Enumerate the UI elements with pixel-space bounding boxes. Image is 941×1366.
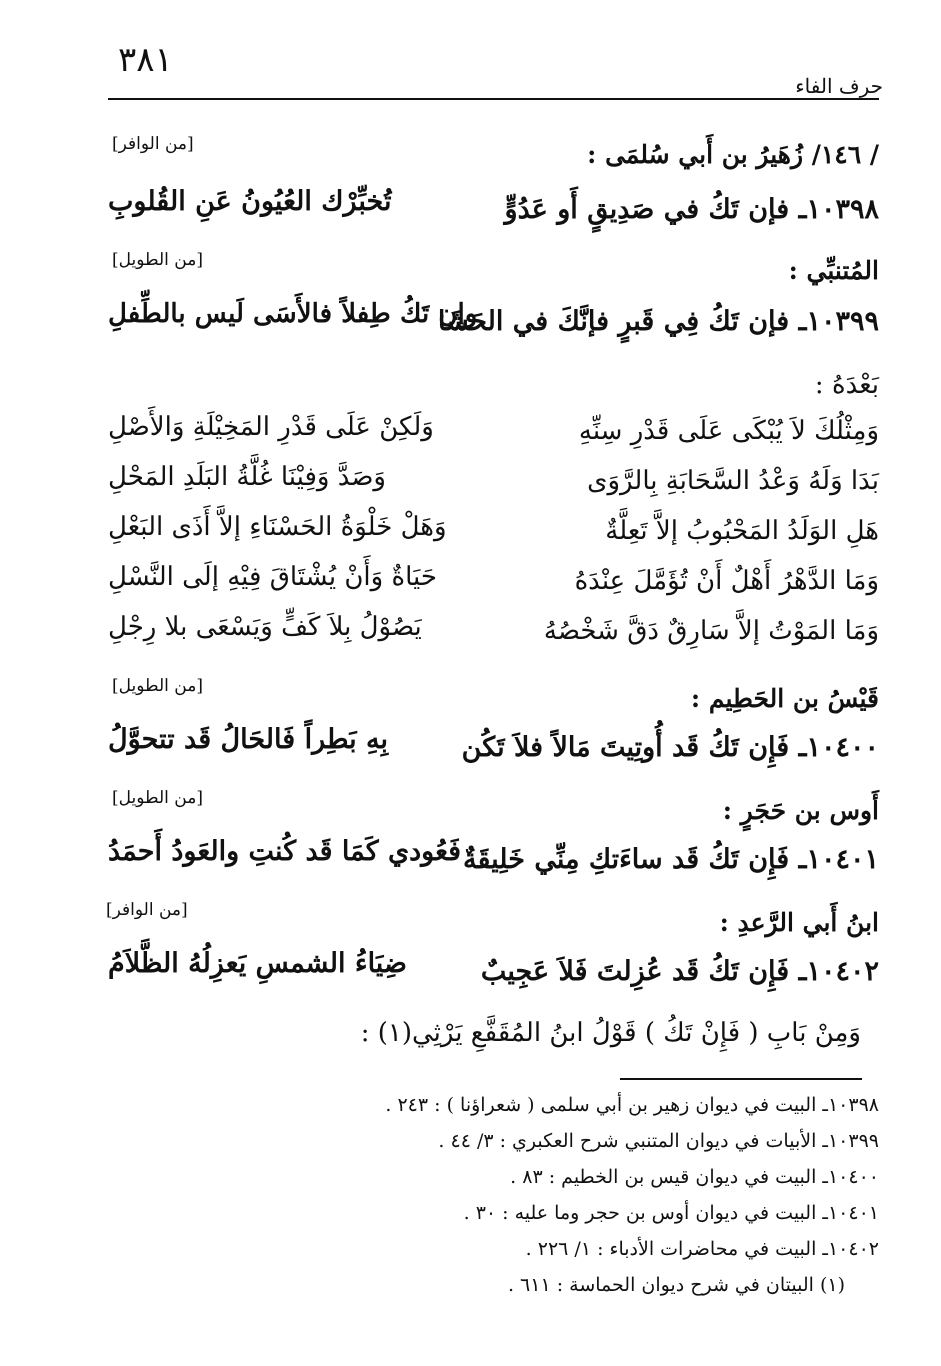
meter-label: [من الوافر] (106, 900, 188, 920)
verse-right-hemistich: ١٠٣٩٨ـ فإن تَكُ في صَدِيقٍ أَو عَدُوٍّ (504, 194, 879, 225)
speaker-line: بَعْدَهُ : (814, 370, 879, 400)
verse-left-hemistich: وإن تَكُ طِفلاً فالأَسَى لَيس بالطِّفلِ (108, 298, 478, 329)
footnote: ١٠٤٠٢ـ البيت في محاضرات الأدباء : ١/ ٢٢٦ . (525, 1238, 879, 1260)
meter-label: [من الوافر] (112, 134, 194, 154)
verse-left-hemistich: وَصَدَّ وَفِيْنَا غُلَّةُ البَلَدِ المَحْلِ (108, 462, 386, 492)
speaker-line: ابنُ أَبي الرَّعدِ : (719, 908, 879, 937)
header-rule (108, 98, 879, 100)
speaker-line: / ١٤٦/ زُهَيرُ بن أَبي سُلمَى : (587, 140, 879, 169)
footnote: ١٠٣٩٨ـ البيت في ديوان زهير بن أبي سلمى ( شعراؤنا ) : ٢٤٣ . (385, 1094, 879, 1116)
verse-left-hemistich: حَيَاةٌ وَأَنْ يُشْتَاقَ فِيْهِ إلَى النَّسْلِ (108, 562, 437, 592)
closing-line: وَمِنْ بَابِ ( فَإِنْ تَكُ ) قَوْلُ ابنُ المُقَفَّعِ يَرْثِي(١) : (360, 1018, 861, 1048)
verse-right-hemistich: ١٠٤٠١ـ فَإِن تَكُ قَد ساءَتكِ مِنِّي خَلِيقَةٌ (463, 844, 879, 875)
speaker-line: أَوس بن حَجَرٍ : (722, 796, 879, 825)
meter-label: [من الطويل] (112, 676, 203, 696)
verse-left-hemistich: تُخبِّرْك العُيُونُ عَنِ القُلوبِ (108, 186, 392, 217)
footnote: ١٠٤٠١ـ البيت في ديوان أوس بن حجر وما عليه : ٣٠ . (463, 1202, 879, 1224)
verse-right-hemistich: ١٠٤٠٠ـ فَإِن تَكُ قَد أُوتِيتَ مَالاً فلاَ تَكُن (461, 732, 879, 763)
verse-right-hemistich: هَلِ الوَلَدُ المَحْبُوبُ إلاَّ تَعِلَّةٌ (605, 516, 879, 546)
footnote-rule (620, 1078, 862, 1080)
verse-right-hemistich: ١٠٣٩٩ـ فإن تَكُ فِي قَبرٍ فإنَّكَ في الحَشَا (437, 306, 879, 337)
verse-left-hemistich: يَصُوْلُ بِلاَ كَفٍّ وَيَسْعَى بلا رِجْلِ (108, 612, 422, 642)
footnote: (١) البيتان في شرح ديوان الحماسة : ٦١١ . (507, 1274, 845, 1296)
verse-left-hemistich: وَهَلْ خَلْوَةُ الحَسْنَاءِ إلاَّ أَذَى البَعْلِ (108, 512, 447, 542)
page-number: ٣٨١ (118, 40, 173, 80)
meter-label: [من الطويل] (112, 788, 203, 808)
verse-left-hemistich: بِهِ بَطِراً فَالحَالُ قَد تتحوَّلُ (108, 724, 389, 755)
verse-right-hemistich: بَدَا وَلَهُ وَعْدُ السَّحَابَةِ بِالرَّوَى (587, 466, 879, 496)
verse-right-hemistich: وَمِثْلُكَ لاَ يُبْكَى عَلَى قَدْرِ سِنِّهِ (578, 416, 879, 446)
running-head: حرف الفاء (795, 74, 883, 98)
verse-right-hemistich: وَمَا المَوْتُ إلاَّ سَارِقٌ دَقَّ شَخْصُهُ (543, 616, 879, 646)
footnote: ١٠٤٠٠ـ البيت في ديوان قيس بن الخطيم : ٨٣ . (510, 1166, 879, 1188)
verse-right-hemistich: ١٠٤٠٢ـ فَإِن تَكُ قَد عُزِلتَ فَلاَ عَجِيبٌ (480, 956, 879, 987)
speaker-line: قَيْسُ بن الحَطِيم : (690, 684, 879, 713)
verse-left-hemistich: وَلَكِنْ عَلَى قَدْرِ المَخِيْلَةِ وَالأَصْلِ (108, 412, 434, 442)
verse-right-hemistich: وَمَا الدَّهْرُ أَهْلٌ أَنْ تُؤَمَّلَ عِنْدَهُ (574, 566, 879, 596)
speaker-line: المُتنبِّي : (788, 256, 879, 285)
verse-left-hemistich: فَعُودي كَمَا قَد كُنتِ والعَودُ أَحمَدُ (108, 836, 462, 867)
meter-label: [من الطويل] (112, 250, 203, 270)
footnote: ١٠٣٩٩ـ الأبيات في ديوان المتنبي شرح العكبري : ٣/ ٤٤ . (438, 1130, 879, 1152)
verse-left-hemistich: ضِيَاءُ الشمسِ يَعزِلُهُ الظَّلاَمُ (108, 948, 407, 979)
